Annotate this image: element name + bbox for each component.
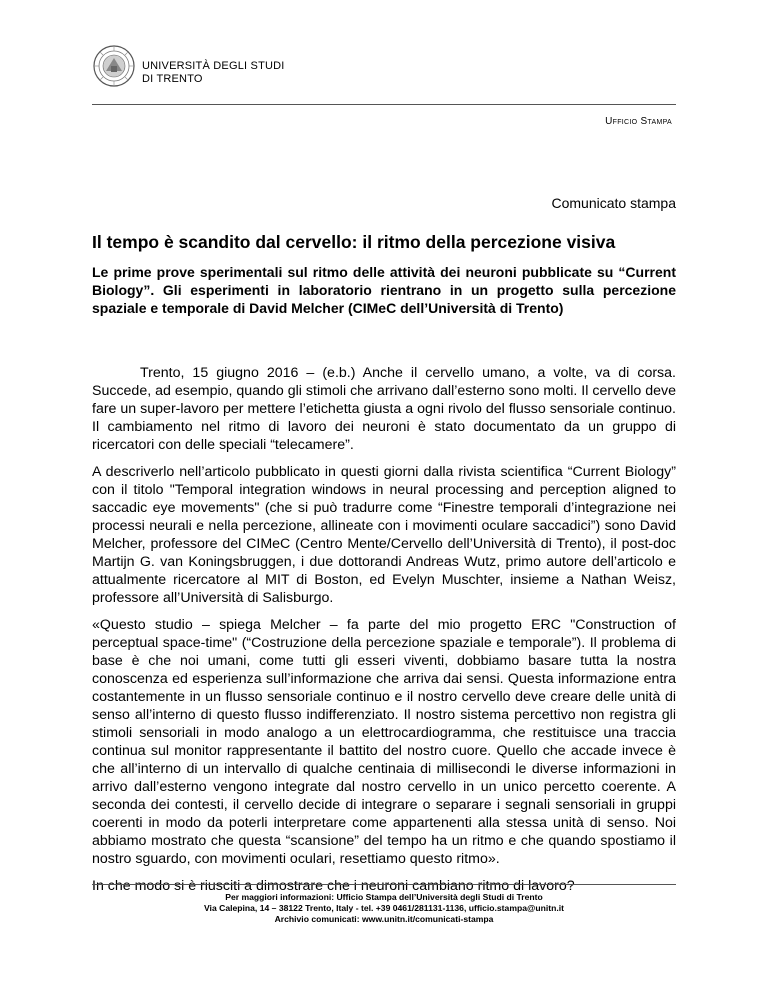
footer-address-line: Via Calepina, 14 – 38122 Trento, Italy - tel. +39 0461/281131-1136, ufficio.stampa@unitn.it xyxy=(203,903,565,913)
footer-divider xyxy=(92,884,676,885)
university-logo xyxy=(92,44,285,94)
press-office-text: Ufficio Stampa xyxy=(605,116,672,127)
university-seal-icon xyxy=(92,44,136,88)
body-paragraph: «Questo studio – spiega Melcher – fa parte del mio progetto ERC "Construction of perceptual space-time" (“Costruzione della percezione spaziale e temporale”). Il problema di base è che noi umani, come tutti gli esseri viventi, dobbiamo basare tutta la nostra conoscenza ed esperienza sull’informazione che arriva dai sensi. Questa informazione entra costantemente in un flusso sensoriale continuo e il nostro cervello deve creare delle unità di senso all’interno di questo flusso indifferenziato. Il nostro sistema percettivo non registra gli stimoli sensoriali in modo analogo a un elettrocardiogramma, che restituisce una traccia continua sul monitor rappresentante il battito del nostro cuore. Quello che accade invece è che all’interno di un intervallo di qualche centinaia di millisecondi le diverse informazioni in arrivo dall’esterno vengono integrate dal nostro cervello in un unico percetto coerente. A seconda dei contesti, il cervello decide di integrare o separare i segnali sensoriali in gruppi coerenti in modo da poterli interpretare come appartenenti alla stessa unità di senso. Noi abbiamo mostrato che questa “scansione” del tempo ha un ritmo e che quando spostiamo il nostro sguardo, con movimenti oculari, resettiamo questo ritmo». xyxy=(92,617,676,867)
header-divider xyxy=(92,104,676,105)
university-name-line2: DI TRENTO xyxy=(142,73,203,85)
press-release-label: Comunicato stampa xyxy=(551,195,676,211)
body-paragraph: Trento, 15 giugno 2016 – (e.b.) Anche il cervello umano, a volte, va di corsa. Succede, ad esempio, quando gli stimoli che arrivano dall’esterno sono molti. Il cervello deve fare un super-lavoro per mettere l’etichetta giusta a ogni rivolo del flusso sensoriale continuo. Il cambiamento nel ritmo di lavoro dei neuroni è stato documentato da un gruppo di ricercatori con delle speciali “telecamere”. xyxy=(92,365,676,453)
footer-archive-line: Archivio comunicati: www.unitn.it/comunicati-stampa xyxy=(274,914,494,924)
document-subtitle: Le prime prove sperimentali sul ritmo delle attività dei neuroni pubblicate su “Current Biology”. Gli esperimenti in laboratorio rientrano in un progetto sulla percezione spaziale e temporale di David Melcher (CIMeC dell’Università di Trento) xyxy=(92,264,676,316)
body-paragraph: In che modo si è riusciti a dimostrare che i neuroni cambiano ritmo di lavoro? xyxy=(92,878,575,894)
footer xyxy=(92,892,676,925)
footer-contact-line: Per maggiori informazioni: Ufficio Stampa dell’Università degli Studi di Trento xyxy=(225,892,543,902)
document-body xyxy=(92,364,676,904)
press-office-label xyxy=(605,116,672,127)
body-paragraph: A descriverlo nell’articolo pubblicato in questi giorni dalla rivista scientifica “Current Biology” con il titolo "Temporal integration windows in neural processing and perception aligned to saccadic eye movements" (che si può tradurre come “Finestre temporali d’integrazione nei processi neurali e nella percezione, allineate con i movimenti oculare saccadici”) sono David Melcher, professore del CIMeC (Centro Mente/Cervello dell’Università di Trento), il post-doc Martijn G. van Koningsbruggen, i due dottorandi Andreas Wutz, primo autore dell’articolo e attualmente ricercatore al MIT di Boston, ed Evelyn Muschter, insieme a Nathan Weisz, professore all’Università di Salisburgo. xyxy=(92,464,676,606)
document-title: Il tempo è scandito dal cervello: il ritmo della percezione visiva xyxy=(92,232,616,252)
university-name-line1: UNIVERSITÀ DEGLI STUDI xyxy=(142,60,285,72)
